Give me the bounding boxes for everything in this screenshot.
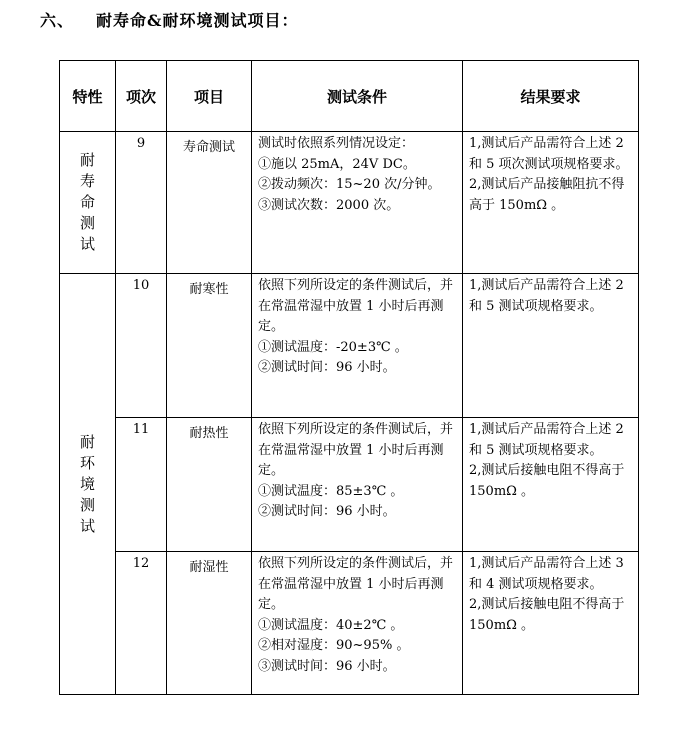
condition-line: 测试时依照系列情况设定： [258,136,415,151]
header-item-no: 项次 [116,61,167,132]
table-row [60,418,639,552]
table-header-row [60,61,639,132]
result-line: 2,测试后接触电阻不得高于 150mΩ 。 [469,597,629,633]
condition-line: ②测试时间：96 小时。 [258,504,396,519]
header-characteristic: 特性 [60,61,116,132]
item-name: 耐热性 [167,418,252,552]
item-name: 耐湿性 [167,552,252,695]
result-requirements [463,418,639,552]
condition-line: 依照下列所设定的条件测试后，并在常温常湿中放置 1 小时后再测定。 [258,422,454,478]
condition-line: ①施以 25mA，24V DC。 [258,156,416,172]
result-requirements [463,274,639,418]
result-requirements [463,132,639,274]
section-title: 耐寿命&耐环境测试项目： [96,11,299,30]
test-spec-table [59,60,639,695]
header-test-conditions: 测试条件 [252,61,463,132]
condition-line: ②相对湿度：90~95% 。 [258,638,410,653]
item-name: 寿命测试 [167,132,252,274]
section-heading [40,8,298,31]
condition-line: ②测试时间：96 小时。 [258,360,396,375]
condition-line: ②拨动频次：15~20 次/分钟。 [258,177,441,192]
result-line: 2,测试后产品接触阻抗不得高于 150mΩ 。 [469,177,625,213]
category-life-test: 耐寿命测试 [60,132,116,274]
result-line: 1,测试后产品需符合上述 2 和 5 测试项规格要求。 [469,278,628,314]
table-row [60,274,639,418]
result-line: 1,测试后产品需符合上述 3 和 4 测试项规格要求。 [469,556,628,592]
category-environment-test: 耐环境测试 [60,274,116,695]
condition-line: ③测试时间：96 小时。 [258,658,396,674]
item-name: 耐寒性 [167,274,252,418]
header-result-requirements: 结果要求 [463,61,639,132]
item-number: 11 [116,418,167,552]
test-conditions [252,418,463,552]
result-requirements [463,552,639,695]
header-item: 项目 [167,61,252,132]
condition-line: ①测试温度：40±2℃ 。 [258,617,404,633]
condition-line: ①测试温度：-20±3℃ 。 [258,339,408,355]
result-line: 1,测试后产品需符合上述 2 和 5 项次测试项规格要求。 [469,136,629,172]
test-conditions [252,132,463,274]
item-number: 9 [116,132,167,274]
result-line: 1,测试后产品需符合上述 2 和 5 测试项规格要求。 [469,422,628,458]
test-conditions [252,552,463,695]
condition-line: 依照下列所设定的条件测试后，并在常温常湿中放置 1 小时后再测定。 [258,556,454,612]
condition-line: ①测试温度：85±3℃ 。 [258,483,404,499]
condition-line: 依照下列所设定的条件测试后，并在常温常湿中放置 1 小时后再测定。 [258,278,454,334]
section-number: 六、 [40,11,75,30]
item-number: 12 [116,552,167,695]
table-row [60,552,639,695]
test-conditions [252,274,463,418]
item-number: 10 [116,274,167,418]
condition-line: ③测试次数：2000 次。 [258,197,400,213]
result-line: 2,测试后接触电阻不得高于 150mΩ 。 [469,463,629,499]
table-row [60,132,639,274]
